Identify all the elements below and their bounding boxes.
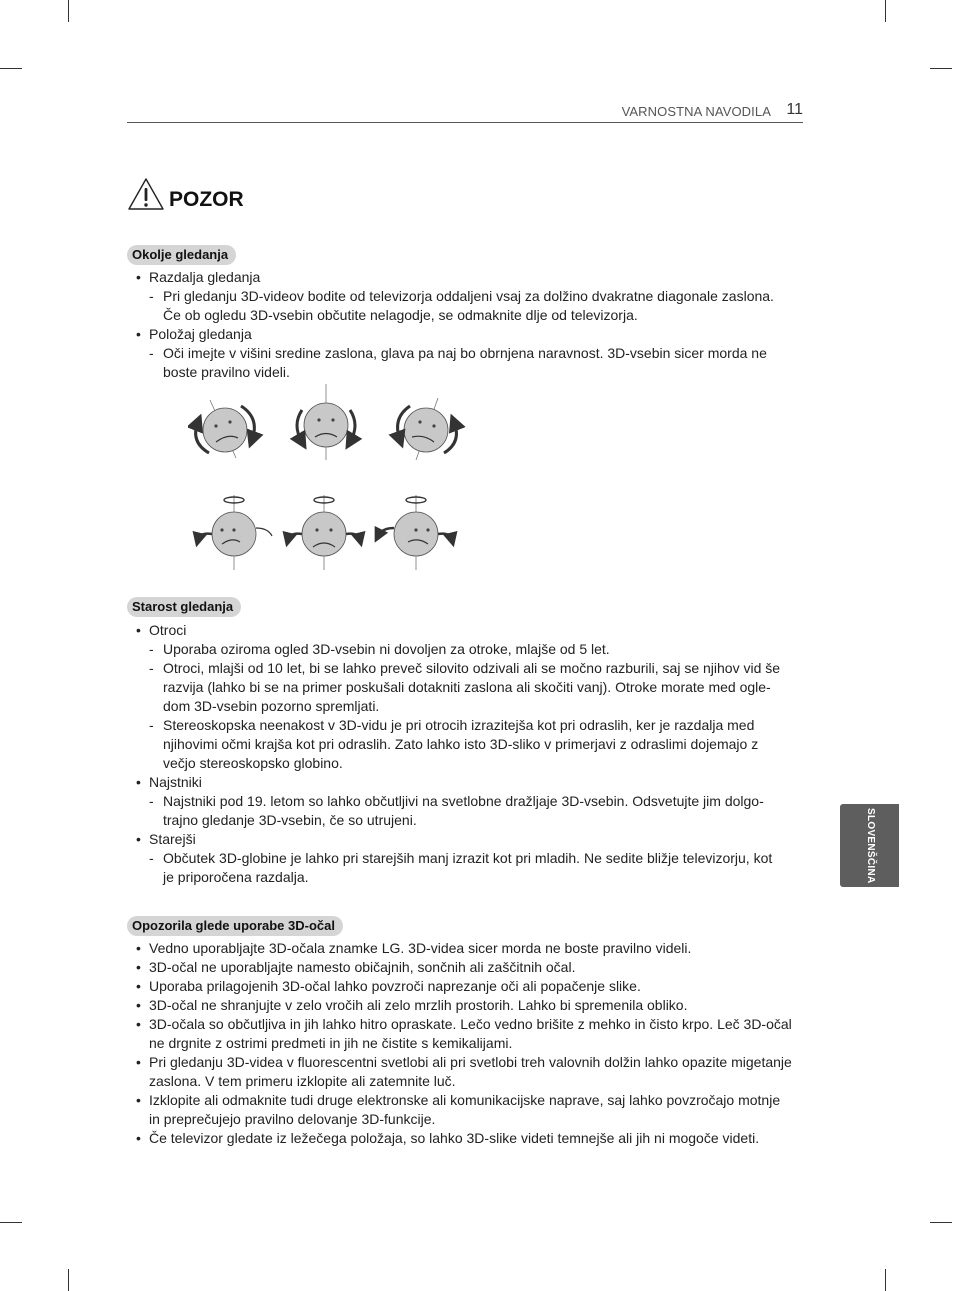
list-subitem-continuation: razvija (lahko bi se na primer poskušali dotakniti zaslona ali skočiti vanj). Otroke morate med ogle-	[163, 679, 771, 695]
list-subitem-continuation: trajno gledanje 3D-vsebin, če so utrujeni.	[163, 812, 417, 828]
list-item-continuation: in preprečujejo pravilno delovanje 3D-funkcije.	[149, 1111, 436, 1127]
language-side-tab	[840, 804, 899, 887]
crop-mark	[0, 68, 22, 69]
list-item-continuation: zaslona. V tem primeru izklopite ali zatemnite luč.	[149, 1073, 456, 1089]
section-heading-viewing-environment: Okolje gledanja	[127, 245, 236, 265]
list-subitem-continuation: boste pravilno videli.	[163, 364, 290, 380]
crop-mark	[930, 1222, 952, 1223]
turned-face-right	[378, 495, 452, 570]
crop-mark	[68, 1269, 69, 1291]
list-item: • Pri gledanju 3D-videa v fluorescentni svetlobi ali pri svetlobi treh valovnih dolžin lahko opazite migetanje	[149, 1053, 792, 1072]
list-subitem: - Najstniki pod 19. letom so lahko občutljivi na svetlobne dražljaje 3D-vsebin. Odsvetujte jim dolgo-	[163, 792, 764, 811]
tilted-face-left	[196, 400, 255, 458]
list-item-continuation: ne drgnite z ostrimi predmeti in jih ne čistite s kemikalijami.	[149, 1035, 513, 1051]
list-item: • Otroci	[149, 621, 186, 640]
list-item: • Položaj gledanja	[149, 325, 252, 344]
crop-mark	[885, 1269, 886, 1291]
list-item: • Izklopite ali odmaknite tudi druge elektronske ali komunikacijske naprave, saj lahko povzročajo motnje	[149, 1091, 780, 1110]
list-subitem: - Stereoskopska neenakost v 3D-vidu je pri otrocih izrazitejša kot pri odraslih, ker je razdalja med	[163, 716, 754, 735]
list-subitem-continuation: dom 3D-vsebin pozorno spremljati.	[163, 698, 380, 714]
list-item: • Razdalja gledanja	[149, 268, 260, 287]
list-subitem: - Občutek 3D-globine je lahko pri starejših manj izrazit kot pri mladih. Ne sedite bližje televizorju, kot	[163, 849, 772, 868]
section-heading-viewing-age: Starost gledanja	[127, 597, 241, 617]
tilted-face-right	[398, 398, 457, 460]
page-number: 11	[786, 101, 803, 118]
list-item: • Uporaba prilagojenih 3D-očal lahko povzroči naprezanje oči ali popačenje slike.	[149, 977, 641, 996]
warning-triangle-icon	[127, 177, 165, 211]
title-text: POZOR	[169, 188, 244, 211]
language-side-tab-label: SLOVENŠČINA	[865, 808, 876, 884]
caution-title	[127, 175, 244, 211]
list-item: • Če televizor gledate iz ležečega položaja, so lahko 3D-slike videti temnejše ali jih ni mogoče videti.	[149, 1129, 759, 1148]
head-position-illustration	[188, 380, 468, 575]
list-subitem-continuation: je priporočena razdalja.	[163, 869, 309, 885]
list-item: • 3D-očal ne shranjujte v zelo vročih ali zelo mrzlih prostorih. Lahko bi spremenila obliko.	[149, 996, 687, 1015]
list-subitem-continuation: večjo stereoskopsko globino.	[163, 755, 343, 771]
crop-mark	[885, 0, 886, 22]
list-item: • Vedno uporabljajte 3D-očala znamke LG. 3D-videa sicer morda ne boste pravilno videli.	[149, 939, 691, 958]
list-subitem: - Uporaba oziroma ogled 3D-vsebin ni dovoljen za otroke, mlajše od 5 let.	[163, 640, 610, 659]
list-item: • Najstniki	[149, 773, 202, 792]
list-item: • 3D-očal ne uporabljajte namesto običajnih, sončnih ali zaščitnih očal.	[149, 958, 575, 977]
section-heading-3d-glasses-warnings: Opozorila glede uporabe 3D-očal	[127, 916, 343, 936]
list-subitem-continuation: Če ob ogledu 3D-vsebin občutite nelagodje, se odmaknite dlje od televizorja.	[163, 307, 638, 323]
front-face-center	[288, 495, 360, 570]
crop-mark	[930, 68, 952, 69]
crop-mark	[0, 1222, 22, 1223]
list-subitem: - Otroci, mlajši od 10 let, bi se lahko preveč silovito odzivali ali se močno razburili, saj se njihov vid še	[163, 659, 780, 678]
list-subitem: - Pri gledanju 3D-videov bodite od televizorja oddaljeni vsaj za dolžino dvakratne diagonale zaslona.	[163, 287, 774, 306]
page-header	[127, 100, 803, 123]
straight-face-center	[297, 384, 355, 460]
list-subitem: - Oči imejte v višini sredine zaslona, glava pa naj bo obrnjena naravnost. 3D-vsebin sicer morda ne	[163, 344, 767, 363]
turned-face-left	[198, 495, 272, 570]
list-item: • 3D-očala so občutljiva in jih lahko hitro opraskate. Lečo vedno brišite z mehko in čisto krpo. Leč 3D-očal	[149, 1015, 792, 1034]
list-subitem-continuation: njihovimi očmi krajša kot pri odraslih. Zato lahko isto 3D-sliko v primerjavi z odraslimi dojemajo z	[163, 736, 759, 752]
crop-mark	[68, 0, 69, 22]
header-section-title: VARNOSTNA NAVODILA	[621, 104, 771, 119]
list-item: • Starejši	[149, 830, 196, 849]
